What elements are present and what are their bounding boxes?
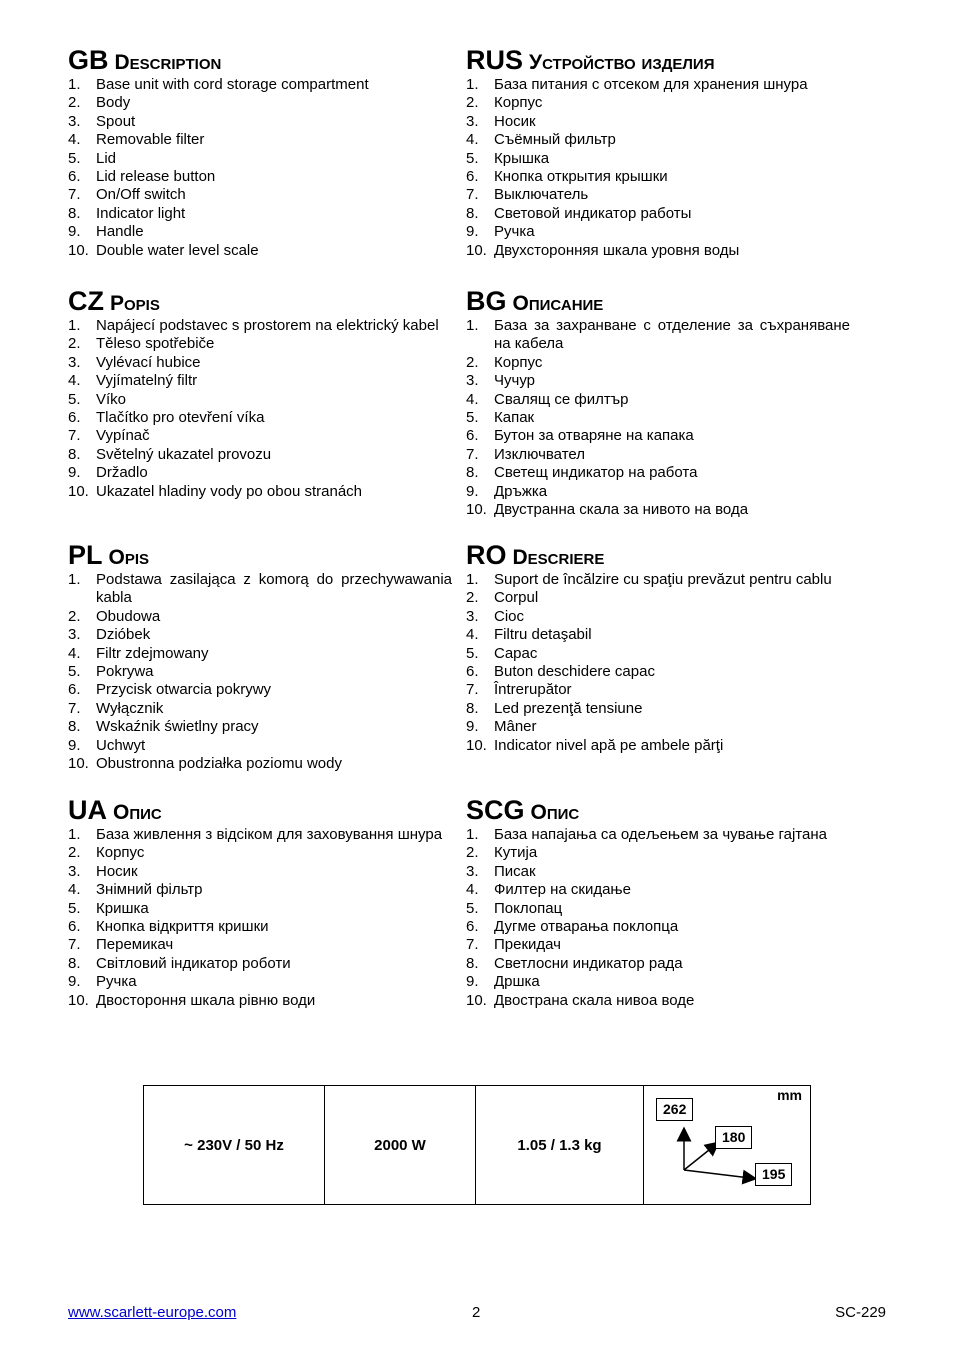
list-item <box>466 483 850 501</box>
item-number: 10. <box>466 241 487 259</box>
item-text: Корпус <box>494 353 543 371</box>
section-title: Popis <box>110 292 160 315</box>
item-number: 6. <box>466 427 479 445</box>
item-number: 1. <box>68 826 81 843</box>
list-item <box>68 844 452 862</box>
list-item <box>466 168 850 186</box>
section-bg <box>466 286 850 519</box>
item-number: 9. <box>68 973 81 991</box>
item-text: Obustronna podziałka poziomu wody <box>96 755 342 773</box>
item-text: Indicator light <box>96 204 186 222</box>
list-item <box>68 168 452 186</box>
section-title: Opis <box>108 546 150 569</box>
item-number: 5. <box>466 149 479 167</box>
section-heading <box>466 795 850 825</box>
list-item <box>466 354 850 372</box>
list-item <box>466 626 850 644</box>
item-number: 5. <box>466 409 479 427</box>
list-item <box>68 608 452 626</box>
item-text: Филтер на скидање <box>494 881 631 899</box>
item-number: 8. <box>68 718 81 736</box>
list-item <box>68 918 452 936</box>
list-item <box>466 242 850 260</box>
list-item <box>466 571 850 589</box>
item-text: Кнопка открытия крышки <box>494 168 668 186</box>
page-number: 2 <box>472 1304 481 1321</box>
item-text: Дръжка <box>494 482 548 500</box>
item-text: Întrerupător <box>494 681 572 699</box>
item-number: 6. <box>466 663 479 681</box>
list-item <box>466 391 850 409</box>
item-number: 6. <box>68 409 81 427</box>
item-text: Дршка <box>494 973 540 991</box>
list-item <box>466 645 850 663</box>
item-number: 7. <box>466 186 479 204</box>
item-text: Съёмный фильтр <box>494 131 616 149</box>
item-number: 5. <box>68 663 81 681</box>
list-item <box>68 76 452 94</box>
item-number: 6. <box>466 168 479 186</box>
item-text: Mâner <box>494 718 537 736</box>
item-number: 4. <box>68 131 81 149</box>
item-text: Светещ индикатор на работа <box>494 464 698 482</box>
list-item <box>68 700 452 718</box>
item-text: Filtru detaşabil <box>494 626 592 644</box>
power-value: 2000 W <box>374 1136 426 1154</box>
list-item <box>466 223 850 241</box>
item-text: Spout <box>96 112 136 130</box>
list-item <box>466 955 850 973</box>
item-text: Držadlo <box>96 464 148 482</box>
item-text: Световой индикатор работы <box>494 204 692 222</box>
item-number: 9. <box>466 482 479 500</box>
item-number: 7. <box>68 427 81 445</box>
list-item <box>68 755 452 773</box>
list-item <box>68 131 452 149</box>
item-number: 7. <box>68 699 81 717</box>
list-item <box>68 718 452 736</box>
section-title: Description <box>114 51 222 74</box>
list-item <box>68 973 452 991</box>
item-number: 10. <box>466 736 487 754</box>
list-item <box>68 317 452 335</box>
list-item <box>68 409 452 427</box>
item-number: 3. <box>466 862 479 880</box>
list-item <box>68 626 452 644</box>
list-item <box>466 76 850 94</box>
item-text: Vyjímatelný filtr <box>96 372 198 390</box>
item-text: Handle <box>96 223 144 241</box>
item-text: Двострана скала нивоа воде <box>494 991 695 1009</box>
item-number: 2. <box>68 335 81 353</box>
item-number: 10. <box>68 482 89 500</box>
list-item <box>466 681 850 699</box>
list-item <box>466 992 850 1010</box>
power-cell <box>325 1086 476 1204</box>
list-item <box>68 881 452 899</box>
item-number: 8. <box>68 445 81 463</box>
language-code: CZ <box>68 286 104 316</box>
item-text: Поклопац <box>494 899 563 917</box>
item-text: Светлосни индикатор рада <box>494 954 683 972</box>
list-item <box>466 918 850 936</box>
list-item <box>466 94 850 112</box>
list-item <box>68 681 452 699</box>
section-heading <box>68 286 452 316</box>
item-number: 4. <box>466 390 479 408</box>
item-text: Капак <box>494 409 535 427</box>
item-number: 3. <box>68 353 81 371</box>
list-item <box>466 608 850 626</box>
parts-list <box>466 826 850 1010</box>
item-text: Носик <box>494 112 536 130</box>
item-number: 8. <box>466 954 479 972</box>
item-text: Capac <box>494 644 538 662</box>
item-text: Бутон за отваряне на капака <box>494 427 694 445</box>
website-link[interactable]: www.scarlett-europe.com <box>68 1304 237 1321</box>
item-text: Корпус <box>96 844 145 862</box>
list-item <box>68 391 452 409</box>
voltage-cell <box>144 1086 325 1204</box>
item-text: Tlačítko pro otevření víka <box>96 409 265 427</box>
item-text: Napájecí podstavec s prostorem na elektrický kabel <box>96 317 439 334</box>
section-heading <box>68 45 452 75</box>
list-item <box>466 464 850 482</box>
list-item <box>466 737 850 755</box>
item-text: Obudowa <box>96 607 161 625</box>
section-scg <box>466 795 850 1010</box>
item-number: 10. <box>68 755 89 773</box>
item-text: База живлення з відсіком для заховування шнура <box>96 826 443 843</box>
list-item <box>68 955 452 973</box>
list-item <box>68 427 452 445</box>
item-number: 10. <box>68 991 89 1009</box>
dimensions-cell <box>644 1086 810 1204</box>
item-text: Led prezenţă tensiune <box>494 699 643 717</box>
list-item <box>68 464 452 482</box>
item-text: Двостороння шкала рівню води <box>96 991 316 1009</box>
item-text: Wyłącznik <box>96 699 164 717</box>
item-text: Свалящ се филтър <box>494 390 629 408</box>
item-number: 9. <box>68 464 81 482</box>
item-number: 5. <box>466 644 479 662</box>
item-text: Світловий індикатор роботи <box>96 954 291 972</box>
list-item <box>68 94 452 112</box>
item-number: 4. <box>68 644 81 662</box>
list-item <box>68 863 452 881</box>
item-text: Filtr zdejmowany <box>96 644 209 662</box>
list-item <box>466 409 850 427</box>
item-number: 8. <box>68 954 81 972</box>
item-text: Двухсторонняя шкала уровня воды <box>494 241 740 259</box>
item-number: 8. <box>466 699 479 717</box>
list-item <box>466 973 850 991</box>
list-item <box>68 354 452 372</box>
item-number: 2. <box>68 844 81 862</box>
list-item <box>466 113 850 131</box>
list-item <box>68 826 452 844</box>
item-number: 3. <box>466 112 479 130</box>
item-text: Ukazatel hladiny vody po obou stranách <box>96 482 363 500</box>
section-gb <box>68 45 452 260</box>
item-number: 7. <box>466 936 479 954</box>
list-item <box>68 223 452 241</box>
list-item <box>466 863 850 881</box>
language-code: PL <box>68 540 103 570</box>
language-code: UA <box>68 795 107 825</box>
parts-list <box>68 76 452 260</box>
height-value: 262 <box>656 1098 693 1121</box>
item-number: 10. <box>466 501 487 519</box>
language-code: RUS <box>466 45 524 75</box>
language-code: RO <box>466 540 507 570</box>
width-value: 180 <box>715 1126 752 1149</box>
section-title: Опис <box>113 801 162 824</box>
list-item <box>466 131 850 149</box>
item-text: Body <box>96 94 131 112</box>
item-number: 9. <box>466 718 479 736</box>
item-number: 5. <box>68 899 81 917</box>
item-number: 10. <box>68 241 89 259</box>
item-number: 3. <box>68 626 81 644</box>
list-item <box>466 936 850 954</box>
item-number: 8. <box>68 204 81 222</box>
weight-cell <box>476 1086 644 1204</box>
list-item <box>466 589 850 607</box>
item-number: 2. <box>466 94 479 112</box>
item-number: 7. <box>68 186 81 204</box>
item-number: 4. <box>68 881 81 899</box>
item-number: 8. <box>466 204 479 222</box>
item-text: Чучур <box>494 372 535 390</box>
item-number: 1. <box>466 76 479 93</box>
item-number: 7. <box>466 681 479 699</box>
item-number: 1. <box>466 317 479 334</box>
item-text: Ручка <box>96 973 137 991</box>
item-text: Кришка <box>96 899 149 917</box>
item-text: Знімний фільтр <box>96 881 203 899</box>
item-text: Крышка <box>494 149 550 167</box>
item-text: Double water level scale <box>96 241 259 259</box>
item-number: 7. <box>466 445 479 463</box>
section-cz <box>68 286 452 501</box>
language-code: GB <box>68 45 109 75</box>
list-item <box>68 446 452 464</box>
list-item <box>68 150 452 168</box>
item-number: 9. <box>68 223 81 241</box>
specifications-table <box>143 1085 811 1205</box>
item-text: Buton deschidere capac <box>494 663 655 681</box>
item-text: Кутија <box>494 844 538 862</box>
list-item <box>68 571 452 608</box>
list-item <box>68 936 452 954</box>
list-item <box>68 992 452 1010</box>
section-heading <box>466 540 850 570</box>
list-item <box>68 645 452 663</box>
parts-list <box>68 571 452 773</box>
item-text: Těleso spotřebiče <box>96 335 215 353</box>
item-text: On/Off switch <box>96 186 186 204</box>
item-text: Pokrywa <box>96 663 154 681</box>
item-number: 4. <box>466 881 479 899</box>
item-number: 6. <box>68 681 81 699</box>
item-number: 3. <box>68 112 81 130</box>
language-code: BG <box>466 286 507 316</box>
item-number: 9. <box>68 736 81 754</box>
item-text: База напајања са одељењем за чување гајтана <box>494 826 827 843</box>
item-text: Vypínač <box>96 427 150 445</box>
item-text: Indicator nivel apă pe ambele părţi <box>494 736 724 754</box>
item-number: 7. <box>68 936 81 954</box>
item-text: Прекидач <box>494 936 561 954</box>
item-text: Двустранна скала за нивото на вода <box>494 501 749 519</box>
item-number: 9. <box>466 973 479 991</box>
list-item <box>68 113 452 131</box>
item-number: 9. <box>466 223 479 241</box>
list-item <box>68 335 452 353</box>
list-item <box>466 446 850 464</box>
item-text: Выключатель <box>494 186 589 204</box>
item-text: Перемикач <box>96 936 174 954</box>
list-item <box>466 718 850 736</box>
section-heading <box>466 45 850 75</box>
item-number: 1. <box>466 826 479 843</box>
section-heading <box>466 286 850 316</box>
item-number: 4. <box>466 626 479 644</box>
item-number: 6. <box>466 918 479 936</box>
language-code: SCG <box>466 795 525 825</box>
item-text: Писак <box>494 862 536 880</box>
section-rus <box>466 45 850 260</box>
item-number: 5. <box>68 390 81 408</box>
list-item <box>68 242 452 260</box>
list-item <box>68 663 452 681</box>
item-text: База питания с отсеком для хранения шнура <box>494 76 808 93</box>
parts-list <box>466 571 850 755</box>
parts-list <box>68 826 452 1010</box>
item-text: Ручка <box>494 223 535 241</box>
item-number: 3. <box>466 372 479 390</box>
list-item <box>68 483 452 501</box>
item-number: 8. <box>466 464 479 482</box>
list-item <box>68 205 452 223</box>
item-text: Removable filter <box>96 131 205 149</box>
item-text: Изключвател <box>494 445 585 463</box>
unit-label: mm <box>777 1087 802 1103</box>
parts-list <box>466 317 850 519</box>
section-heading <box>68 540 452 570</box>
item-text: Corpul <box>494 589 539 607</box>
list-item <box>68 737 452 755</box>
list-item <box>466 501 850 519</box>
item-text: Suport de încălzire cu spaţiu prevăzut pentru cablu <box>494 571 832 588</box>
item-text: Дугме отварања поклопца <box>494 918 679 936</box>
list-item <box>466 826 850 844</box>
section-title: Опис <box>530 801 580 824</box>
model-number: SC-229 <box>835 1304 886 1321</box>
section-ua <box>68 795 452 1010</box>
section-heading <box>68 795 452 825</box>
item-number: 1. <box>68 571 81 588</box>
item-number: 2. <box>466 589 479 607</box>
item-text: База за захранване с отделение за съхраняване на кабела <box>494 317 850 353</box>
list-item <box>68 900 452 918</box>
item-number: 6. <box>68 918 81 936</box>
section-title: Descriere <box>512 546 605 569</box>
list-item <box>466 186 850 204</box>
section-ro <box>466 540 850 755</box>
item-number: 5. <box>68 149 81 167</box>
item-number: 2. <box>466 353 479 371</box>
parts-list <box>68 317 452 501</box>
item-text: Носик <box>96 862 138 880</box>
item-text: Wskaźnik świetlny pracy <box>96 718 259 736</box>
list-item <box>466 881 850 899</box>
item-number: 2. <box>68 94 81 112</box>
item-number: 4. <box>68 372 81 390</box>
item-number: 5. <box>466 899 479 917</box>
section-title: Устройство изделия <box>529 51 715 74</box>
item-number: 2. <box>466 844 479 862</box>
item-number: 1. <box>68 317 81 334</box>
list-item <box>466 844 850 862</box>
item-number: 6. <box>68 168 81 186</box>
item-text: Lid release button <box>96 168 216 186</box>
item-number: 3. <box>466 607 479 625</box>
item-text: Vylévací hubice <box>96 353 201 371</box>
list-item <box>466 427 850 445</box>
list-item <box>466 900 850 918</box>
item-text: Корпус <box>494 94 543 112</box>
item-text: Base unit with cord storage compartment <box>96 76 369 93</box>
item-text: Przycisk otwarcia pokrywy <box>96 681 272 699</box>
section-pl <box>68 540 452 773</box>
item-number: 4. <box>466 131 479 149</box>
list-item <box>68 186 452 204</box>
list-item <box>466 372 850 390</box>
voltage-value: ~ 230V / 50 Hz <box>184 1136 284 1154</box>
item-text: Cioc <box>494 607 525 625</box>
item-text: Lid <box>96 149 117 167</box>
item-text: Světelný ukazatel provozu <box>96 445 272 463</box>
item-text: Dzióbek <box>96 626 151 644</box>
list-item <box>68 372 452 390</box>
weight-value: 1.05 / 1.3 kg <box>517 1136 602 1154</box>
item-number: 1. <box>68 76 81 93</box>
depth-value: 195 <box>755 1163 792 1186</box>
item-number: 10. <box>466 991 487 1009</box>
list-item <box>466 317 850 354</box>
item-number: 2. <box>68 607 81 625</box>
list-item <box>466 700 850 718</box>
item-number: 3. <box>68 862 81 880</box>
parts-list <box>466 76 850 260</box>
item-text: Podstawa zasilająca z komorą do przechywawania kabla <box>96 571 452 607</box>
list-item <box>466 205 850 223</box>
section-title: Описание <box>512 292 604 315</box>
item-number: 1. <box>466 571 479 588</box>
list-item <box>466 663 850 681</box>
item-text: Víko <box>96 390 127 408</box>
item-text: Кнопка відкриття кришки <box>96 918 269 936</box>
item-text: Uchwyt <box>96 736 146 754</box>
list-item <box>466 150 850 168</box>
